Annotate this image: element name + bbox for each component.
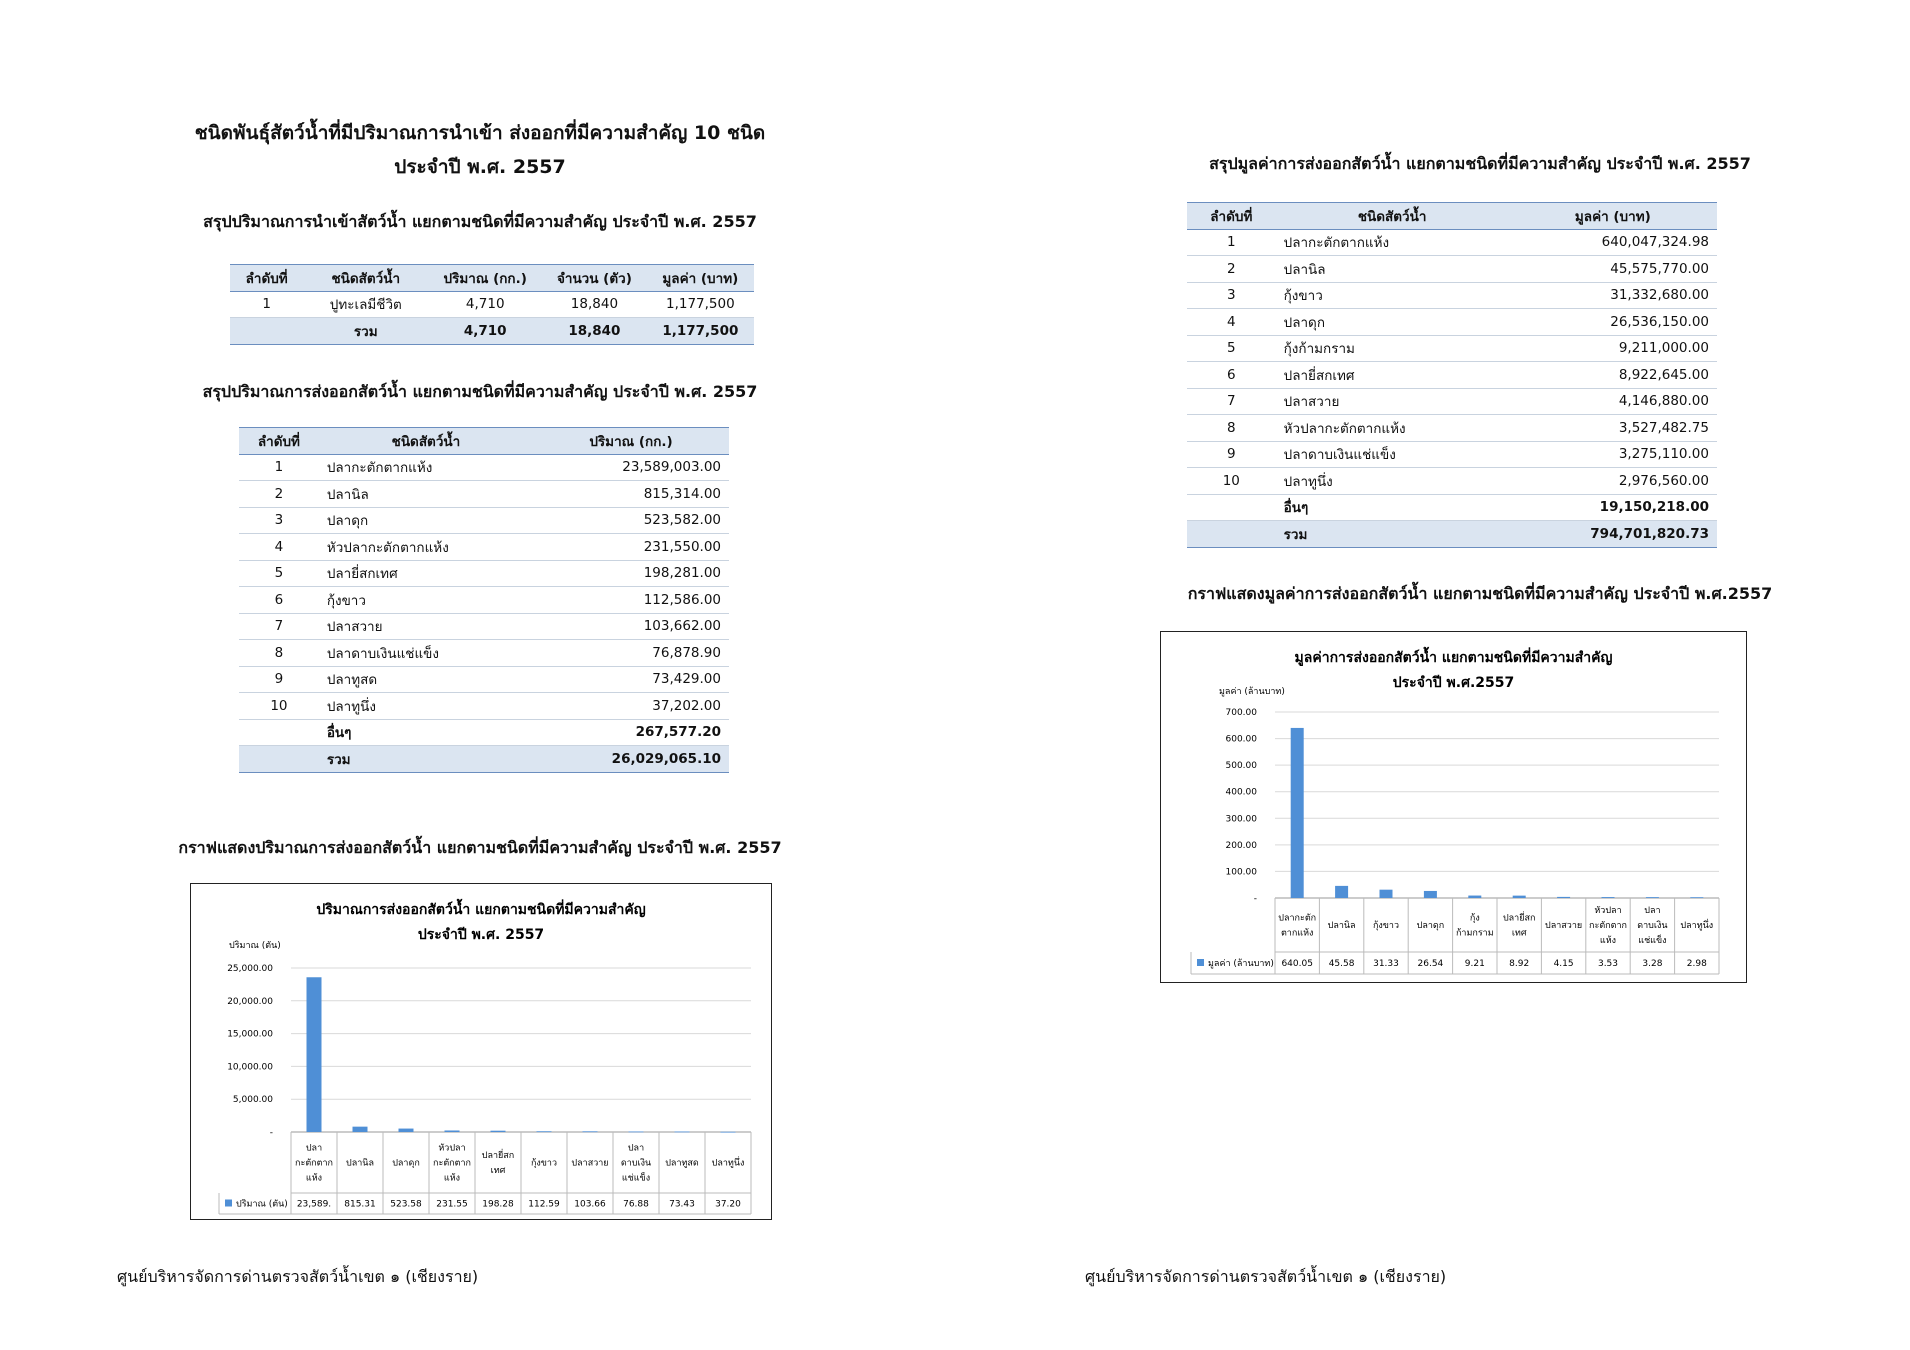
x-category-label: กะตักตาก xyxy=(1589,921,1627,931)
chart-title: ปริมาณการส่งออกสัตว์น้ำ แยกตามชนิดที่มีความสำคัญ xyxy=(316,902,646,918)
bar xyxy=(1690,897,1703,898)
table-cell: 6 xyxy=(1187,362,1276,389)
table-cell: 76,878.90 xyxy=(533,640,729,667)
table-cell: ปลาดาบเงินแช่แข็ง xyxy=(1276,441,1509,468)
table-row xyxy=(1187,388,1717,415)
table-cell: 8 xyxy=(1187,415,1276,442)
x-category-label: ปลาดุก xyxy=(1416,921,1445,931)
table-cell: 231,550.00 xyxy=(533,534,729,561)
table-cell: 1 xyxy=(239,454,319,481)
table-cell: หัวปลากะตักตากแห้ง xyxy=(319,534,533,561)
table-cell: ปลาสวาย xyxy=(319,613,533,640)
data-label: 112.59 xyxy=(528,1199,560,1210)
x-category-label: กุ้งขาว xyxy=(530,1158,558,1169)
data-label: 45.58 xyxy=(1328,959,1355,969)
x-category-label: แช่แข็ง xyxy=(1638,936,1667,946)
x-category-label: ปลาทูนึ่ง xyxy=(711,1158,745,1169)
data-label: 9.21 xyxy=(1464,959,1485,969)
x-category-label: ปลา xyxy=(305,1143,323,1154)
y-tick-label: 25,000.00 xyxy=(227,964,273,974)
bar xyxy=(1513,896,1526,898)
table-cell: 1 xyxy=(230,291,303,318)
right-footer: ศูนย์บริหารจัดการด่านตรวจสัตว์น้ำเขต ๑ (เชียงราย) xyxy=(1085,1267,1447,1286)
table-cell: 3,275,110.00 xyxy=(1509,441,1717,468)
data-label: 103.66 xyxy=(574,1199,606,1210)
y-tick-label: 700.00 xyxy=(1225,708,1257,718)
table-cell: ปลาดุก xyxy=(319,507,533,534)
data-label: 640.05 xyxy=(1281,959,1313,969)
table-cell: ปลาทูนึ่ง xyxy=(1276,468,1509,495)
bar xyxy=(675,1132,690,1133)
y-tick-label: 10,000.00 xyxy=(227,1062,273,1073)
bar xyxy=(1468,896,1481,898)
y-tick-label: 5,000.00 xyxy=(232,1095,273,1106)
export-qty-section-title: สรุปปริมาณการส่งออกสัตว์น้ำ แยกตามชนิดที่มีความสำคัญ ประจำปี พ.ศ. 2557 xyxy=(202,382,758,401)
table-cell: 3 xyxy=(1187,282,1276,309)
legend-label: ปริมาณ (ตัน) xyxy=(236,1199,288,1210)
qty-chart-svg xyxy=(191,884,771,1219)
data-label: 76.88 xyxy=(623,1199,649,1210)
column-header: ลำดับที่ xyxy=(1187,203,1276,230)
page-title-line2: ประจำปี พ.ศ. 2557 xyxy=(394,156,566,178)
table-row xyxy=(239,507,729,534)
y-axis-label: มูลค่า (ล้านบาท) xyxy=(1219,687,1285,697)
table-cell: 2 xyxy=(239,481,319,508)
x-category-label: กะตักตาก xyxy=(433,1158,471,1169)
import-table xyxy=(230,264,754,345)
table-cell: ปลาทูนึ่ง xyxy=(319,693,533,720)
table-cell: ปลายี่สกเทศ xyxy=(319,560,533,587)
bar xyxy=(1335,886,1348,898)
value-chart xyxy=(1160,631,1747,983)
table-cell: 112,586.00 xyxy=(533,587,729,614)
table-cell xyxy=(239,746,319,773)
table-cell: 794,701,820.73 xyxy=(1509,521,1717,548)
table-cell: กุ้งก้ามกราม xyxy=(1276,335,1509,362)
x-category-label: ปลา xyxy=(627,1143,645,1154)
x-category-label: ปลานิล xyxy=(346,1158,374,1169)
bar xyxy=(1646,897,1659,898)
data-label: 198.28 xyxy=(482,1199,514,1210)
table-cell xyxy=(1187,494,1276,521)
column-header: ลำดับที่ xyxy=(239,428,319,455)
table-row xyxy=(239,613,729,640)
table-cell: 19,150,218.00 xyxy=(1509,494,1717,521)
table-row xyxy=(239,587,729,614)
column-header: จำนวน (ตัว) xyxy=(542,265,647,292)
data-label: 523.58 xyxy=(390,1199,422,1210)
data-label: 3.53 xyxy=(1597,959,1619,969)
table-cell xyxy=(1187,521,1276,548)
table-cell: ปลากะตักตากแห้ง xyxy=(1276,229,1509,256)
left-footer: ศูนย์บริหารจัดการด่านตรวจสัตว์น้ำเขต ๑ (เชียงราย) xyxy=(117,1267,479,1286)
table-row xyxy=(230,291,754,318)
table-row xyxy=(1187,415,1717,442)
chart-subtitle: ประจำปี พ.ศ. 2557 xyxy=(417,927,545,943)
x-category-label: หัวปลา xyxy=(438,1143,466,1154)
x-category-label: เทศ xyxy=(490,1166,506,1176)
table-cell: อื่นๆ xyxy=(319,719,533,746)
table-cell: 18,840 xyxy=(542,291,647,318)
table-cell: 8,922,645.00 xyxy=(1509,362,1717,389)
data-label: 26.54 xyxy=(1417,959,1444,969)
bar xyxy=(1380,890,1393,898)
table-cell: 26,029,065.10 xyxy=(533,746,729,773)
bar xyxy=(721,1132,736,1133)
bar xyxy=(1424,891,1437,898)
table-cell: ปูทะเลมีชีวิต xyxy=(303,291,428,318)
other-row xyxy=(1187,494,1717,521)
column-header: ชนิดสัตว์น้ำ xyxy=(319,428,533,455)
table-cell: รวม xyxy=(319,746,533,773)
data-label: 3.28 xyxy=(1642,959,1663,969)
y-tick-label: 600.00 xyxy=(1225,734,1257,745)
table-row xyxy=(239,560,729,587)
legend-key xyxy=(225,1200,232,1207)
x-category-label: ตากแห้ง xyxy=(1280,928,1314,939)
table-row xyxy=(1187,229,1717,256)
y-tick-label: 100.00 xyxy=(1225,867,1257,878)
other-row xyxy=(239,719,729,746)
table-cell: 4 xyxy=(239,534,319,561)
table-cell: 2,976,560.00 xyxy=(1509,468,1717,495)
table-cell xyxy=(239,719,319,746)
y-tick-label: 400.00 xyxy=(1225,787,1257,798)
x-category-label: แช่แข็ง xyxy=(621,1173,651,1184)
x-category-label: ปลาสวาย xyxy=(1545,921,1583,931)
table-row xyxy=(1187,309,1717,336)
table-cell: อื่นๆ xyxy=(1276,494,1509,521)
table-cell: 9,211,000.00 xyxy=(1509,335,1717,362)
table-cell: ปลาดุก xyxy=(1276,309,1509,336)
column-header: ชนิดสัตว์น้ำ xyxy=(1276,203,1509,230)
import-section-title: สรุปปริมาณการนำเข้าสัตว์น้ำ แยกตามชนิดที่มีความสำคัญ ประจำปี พ.ศ. 2557 xyxy=(203,212,757,231)
table-cell: ปลานิล xyxy=(319,481,533,508)
bar xyxy=(353,1127,368,1132)
table-cell: 10 xyxy=(239,693,319,720)
y-axis-label: ปริมาณ (ตัน) xyxy=(229,941,281,951)
chart-subtitle: ประจำปี พ.ศ.2557 xyxy=(1392,675,1515,691)
table-cell: 1 xyxy=(1187,229,1276,256)
y-tick-label: 200.00 xyxy=(1225,840,1257,851)
table-cell: 9 xyxy=(1187,441,1276,468)
x-category-label: ปลาทูนึ่ง xyxy=(1680,921,1714,931)
table-cell: 7 xyxy=(1187,388,1276,415)
table-cell: 4,710 xyxy=(428,291,542,318)
x-category-label: ปลายี่สก xyxy=(481,1151,515,1161)
table-cell: 3,527,482.75 xyxy=(1509,415,1717,442)
data-label: 4.15 xyxy=(1553,959,1574,969)
column-header: ชนิดสัตว์น้ำ xyxy=(303,265,428,292)
legend-key xyxy=(1197,959,1204,966)
table-cell: กุ้งขาว xyxy=(319,587,533,614)
x-category-label: เทศ xyxy=(1511,928,1527,939)
table-cell: 198,281.00 xyxy=(533,560,729,587)
table-cell: 3 xyxy=(239,507,319,534)
y-tick-label: - xyxy=(1253,894,1257,904)
total-row xyxy=(239,746,729,773)
table-cell: 1,177,500 xyxy=(647,318,754,345)
data-label: 73.43 xyxy=(669,1199,695,1210)
table-row xyxy=(239,454,729,481)
x-category-label: ปลากะตัก xyxy=(1278,913,1317,924)
bar xyxy=(1291,728,1304,898)
table-row xyxy=(1187,256,1717,283)
table-cell: 7 xyxy=(239,613,319,640)
table-cell: 5 xyxy=(239,560,319,587)
export-qty-table xyxy=(239,427,729,773)
value-chart-svg xyxy=(1161,632,1746,982)
table-row xyxy=(1187,282,1717,309)
table-cell: 73,429.00 xyxy=(533,666,729,693)
table-row xyxy=(1187,468,1717,495)
page-title-line1: ชนิดพันธุ์สัตว์น้ำที่มีปริมาณการนำเข้า ส่งออกที่มีความสำคัญ 10 ชนิด xyxy=(194,122,766,144)
table-cell: 4,146,880.00 xyxy=(1509,388,1717,415)
table-cell: ปลาสวาย xyxy=(1276,388,1509,415)
table-cell: 815,314.00 xyxy=(533,481,729,508)
x-category-label: กุ้งขาว xyxy=(1372,921,1400,931)
bar xyxy=(537,1131,552,1132)
page-title xyxy=(140,116,820,184)
bar xyxy=(491,1131,506,1132)
table-row xyxy=(1187,335,1717,362)
table-cell: ปลายี่สกเทศ xyxy=(1276,362,1509,389)
table-cell: 1,177,500 xyxy=(647,291,754,318)
table-cell: รวม xyxy=(303,318,428,345)
table-cell xyxy=(230,318,303,345)
x-category-label: กะตักตาก xyxy=(295,1158,333,1169)
qty-chart-heading: กราฟแสดงปริมาณการส่งออกสัตว์น้ำ แยกตามชนิดที่มีความสำคัญ ประจำปี พ.ศ. 2557 xyxy=(178,838,782,857)
table-cell: รวม xyxy=(1276,521,1509,548)
table-cell: ปลากะตักตากแห้ง xyxy=(319,454,533,481)
bar xyxy=(445,1130,460,1132)
total-row xyxy=(230,318,754,345)
table-cell: 4,710 xyxy=(428,318,542,345)
value-chart-heading: กราฟแสดงมูลค่าการส่งออกสัตว์น้ำ แยกตามชนิดที่มีความสำคัญ ประจำปี พ.ศ.2557 xyxy=(1187,584,1773,603)
bar xyxy=(1557,897,1570,898)
table-cell: 5 xyxy=(1187,335,1276,362)
qty-chart xyxy=(190,883,772,1220)
data-label: 815.31 xyxy=(344,1199,376,1210)
value-section-title: สรุปมูลค่าการส่งออกสัตว์น้ำ แยกตามชนิดที่มีความสำคัญ ประจำปี พ.ศ. 2557 xyxy=(1209,154,1751,173)
table-cell: 45,575,770.00 xyxy=(1509,256,1717,283)
y-tick-label: 20,000.00 xyxy=(227,996,273,1007)
legend-label: มูลค่า (ล้านบาท) xyxy=(1208,959,1274,969)
x-category-label: หัวปลา xyxy=(1594,906,1622,916)
column-header: มูลค่า (บาท) xyxy=(1509,203,1717,230)
column-header: ลำดับที่ xyxy=(230,265,303,292)
table-cell: 10 xyxy=(1187,468,1276,495)
column-header: ปริมาณ (กก.) xyxy=(428,265,542,292)
x-category-label: ดาบเงิน xyxy=(620,1158,652,1169)
total-row xyxy=(1187,521,1717,548)
data-label: 37.20 xyxy=(715,1199,741,1210)
x-category-label: ก้ามกราม xyxy=(1455,928,1494,939)
table-row xyxy=(239,481,729,508)
table-cell: 523,582.00 xyxy=(533,507,729,534)
y-tick-label: 15,000.00 xyxy=(227,1029,273,1040)
data-label: 8.92 xyxy=(1509,959,1530,969)
table-cell: ปลาดาบเงินแช่แข็ง xyxy=(319,640,533,667)
column-header: ปริมาณ (กก.) xyxy=(533,428,729,455)
table-cell: 8 xyxy=(239,640,319,667)
y-tick-label: 500.00 xyxy=(1225,761,1257,772)
x-category-label: ปลา xyxy=(1644,906,1661,916)
table-cell: ปลาทูสด xyxy=(319,666,533,693)
table-row xyxy=(239,693,729,720)
chart-title: มูลค่าการส่งออกสัตว์น้ำ แยกตามชนิดที่มีความสำคัญ xyxy=(1294,650,1613,666)
x-category-label: กุ้ง xyxy=(1469,913,1480,924)
export-value-table xyxy=(1187,202,1717,548)
table-cell: 31,332,680.00 xyxy=(1509,282,1717,309)
x-category-label: ปลายี่สก xyxy=(1502,913,1536,924)
table-cell: 6 xyxy=(239,587,319,614)
table-cell: หัวปลากะตักตากแห้ง xyxy=(1276,415,1509,442)
bar xyxy=(307,977,322,1132)
x-category-label: ดาบเงิน xyxy=(1637,921,1668,931)
data-label: 231.55 xyxy=(436,1199,468,1210)
data-label: 2.98 xyxy=(1686,959,1707,969)
table-row xyxy=(1187,362,1717,389)
bar xyxy=(583,1131,598,1132)
x-category-label: ปลาดุก xyxy=(392,1158,420,1169)
x-category-label: ปลาทูสด xyxy=(665,1158,699,1169)
x-category-label: ปลาสวาย xyxy=(571,1158,609,1169)
x-category-label: แห้ง xyxy=(1599,936,1617,946)
table-cell: 267,577.20 xyxy=(533,719,729,746)
table-cell: 26,536,150.00 xyxy=(1509,309,1717,336)
x-category-label: แห้ง xyxy=(305,1173,323,1184)
column-header: มูลค่า (บาท) xyxy=(647,265,754,292)
y-tick-label: 300.00 xyxy=(1225,814,1257,825)
table-row xyxy=(239,534,729,561)
y-tick-label: - xyxy=(269,1128,273,1138)
table-cell: 18,840 xyxy=(542,318,647,345)
x-category-label: แห้ง xyxy=(443,1173,461,1184)
table-cell: 640,047,324.98 xyxy=(1509,229,1717,256)
bar xyxy=(399,1129,414,1132)
x-category-label: ปลานิล xyxy=(1327,921,1356,931)
bar xyxy=(1602,897,1615,898)
table-cell: 4 xyxy=(1187,309,1276,336)
table-cell: 103,662.00 xyxy=(533,613,729,640)
table-cell: ปลานิล xyxy=(1276,256,1509,283)
table-row xyxy=(1187,441,1717,468)
bar xyxy=(629,1131,644,1132)
table-cell: 37,202.00 xyxy=(533,693,729,720)
table-cell: 9 xyxy=(239,666,319,693)
data-label: 31.33 xyxy=(1373,959,1399,969)
table-cell: 2 xyxy=(1187,256,1276,283)
table-row xyxy=(239,640,729,667)
table-cell: กุ้งขาว xyxy=(1276,282,1509,309)
table-cell: 23,589,003.00 xyxy=(533,454,729,481)
table-row xyxy=(239,666,729,693)
data-label: 23,589. xyxy=(296,1199,332,1210)
